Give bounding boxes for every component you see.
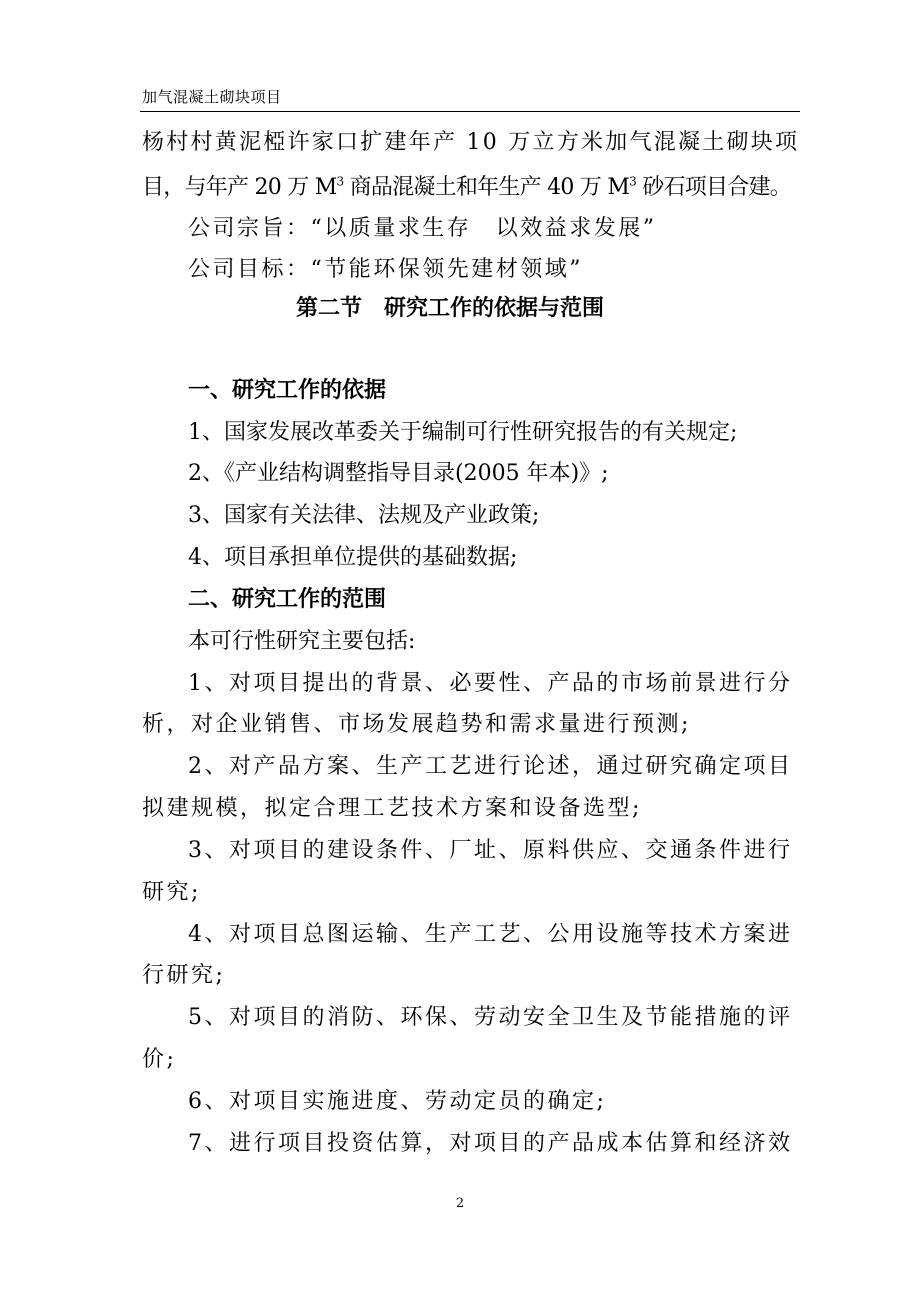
basis-item: 3、国家有关法律、法规及产业政策; (188, 503, 540, 528)
text-run: 砂石项目合建。 (636, 175, 792, 200)
paragraph-line (142, 173, 791, 203)
page-number: 2 (455, 1196, 465, 1211)
scope-line: 1、对项目提出的背景、必要性、产品的市场前景进行分 (188, 671, 793, 696)
scope-line: 7、进行项目投资估算，对项目的产品成本估算和经济效 (188, 1131, 793, 1156)
scope-line: 5、对项目的消防、环保、劳动安全卫生及节能措施的评 (188, 1005, 793, 1030)
header-rule (140, 111, 800, 112)
company-goal: 公司目标：“节能环保领先建材领域” (188, 257, 583, 282)
superscript: 3 (629, 174, 637, 189)
scope-line: 研究; (142, 880, 201, 905)
basis-heading: 一、研究工作的依据 (188, 378, 387, 403)
text-run: 目，与年产 20 万 M (142, 175, 337, 200)
basis-item: 4、项目承担单位提供的基础数据; (188, 545, 518, 570)
scope-line: 价; (142, 1047, 177, 1072)
running-header: 加气混凝土砌块项目 (142, 88, 282, 106)
scope-line: 拟建规模，拟定合理工艺技术方案和设备选型; (142, 796, 642, 821)
paragraph-line: 杨村村黄泥椏许家口扩建年产 10 万立方米加气混凝土砌块项 (142, 130, 800, 155)
scope-line: 4、对项目总图运输、生产工艺、公用设施等技术方案进 (188, 922, 793, 947)
basis-item: 2、《产业结构调整指导目录(2005 年本)》; (188, 461, 609, 486)
text-run: 商品混凝土和年生产 40 万 M (343, 175, 630, 200)
company-purpose: 公司宗旨：“以质量求生存 以效益求发展” (188, 216, 657, 241)
scope-line: 2、对产品方案、生产工艺进行论述，通过研究确定项目 (188, 754, 793, 779)
scope-line: 行研究; (142, 963, 226, 988)
superscript: 3 (336, 174, 344, 189)
scope-line: 6、对项目实施进度、劳动定员的确定; (188, 1089, 607, 1114)
scope-intro: 本可行性研究主要包括: (188, 629, 416, 654)
scope-line: 析，对企业销售、市场发展趋势和需求量进行预测; (142, 712, 691, 737)
section-title: 第二节 研究工作的依据与范围 (296, 296, 605, 321)
scope-heading: 二、研究工作的范围 (188, 587, 387, 612)
scope-line: 3、对项目的建设条件、厂址、原料供应、交通条件进行 (188, 838, 793, 863)
basis-item: 1、国家发展改革委关于编制可行性研究报告的有关规定; (188, 420, 738, 445)
